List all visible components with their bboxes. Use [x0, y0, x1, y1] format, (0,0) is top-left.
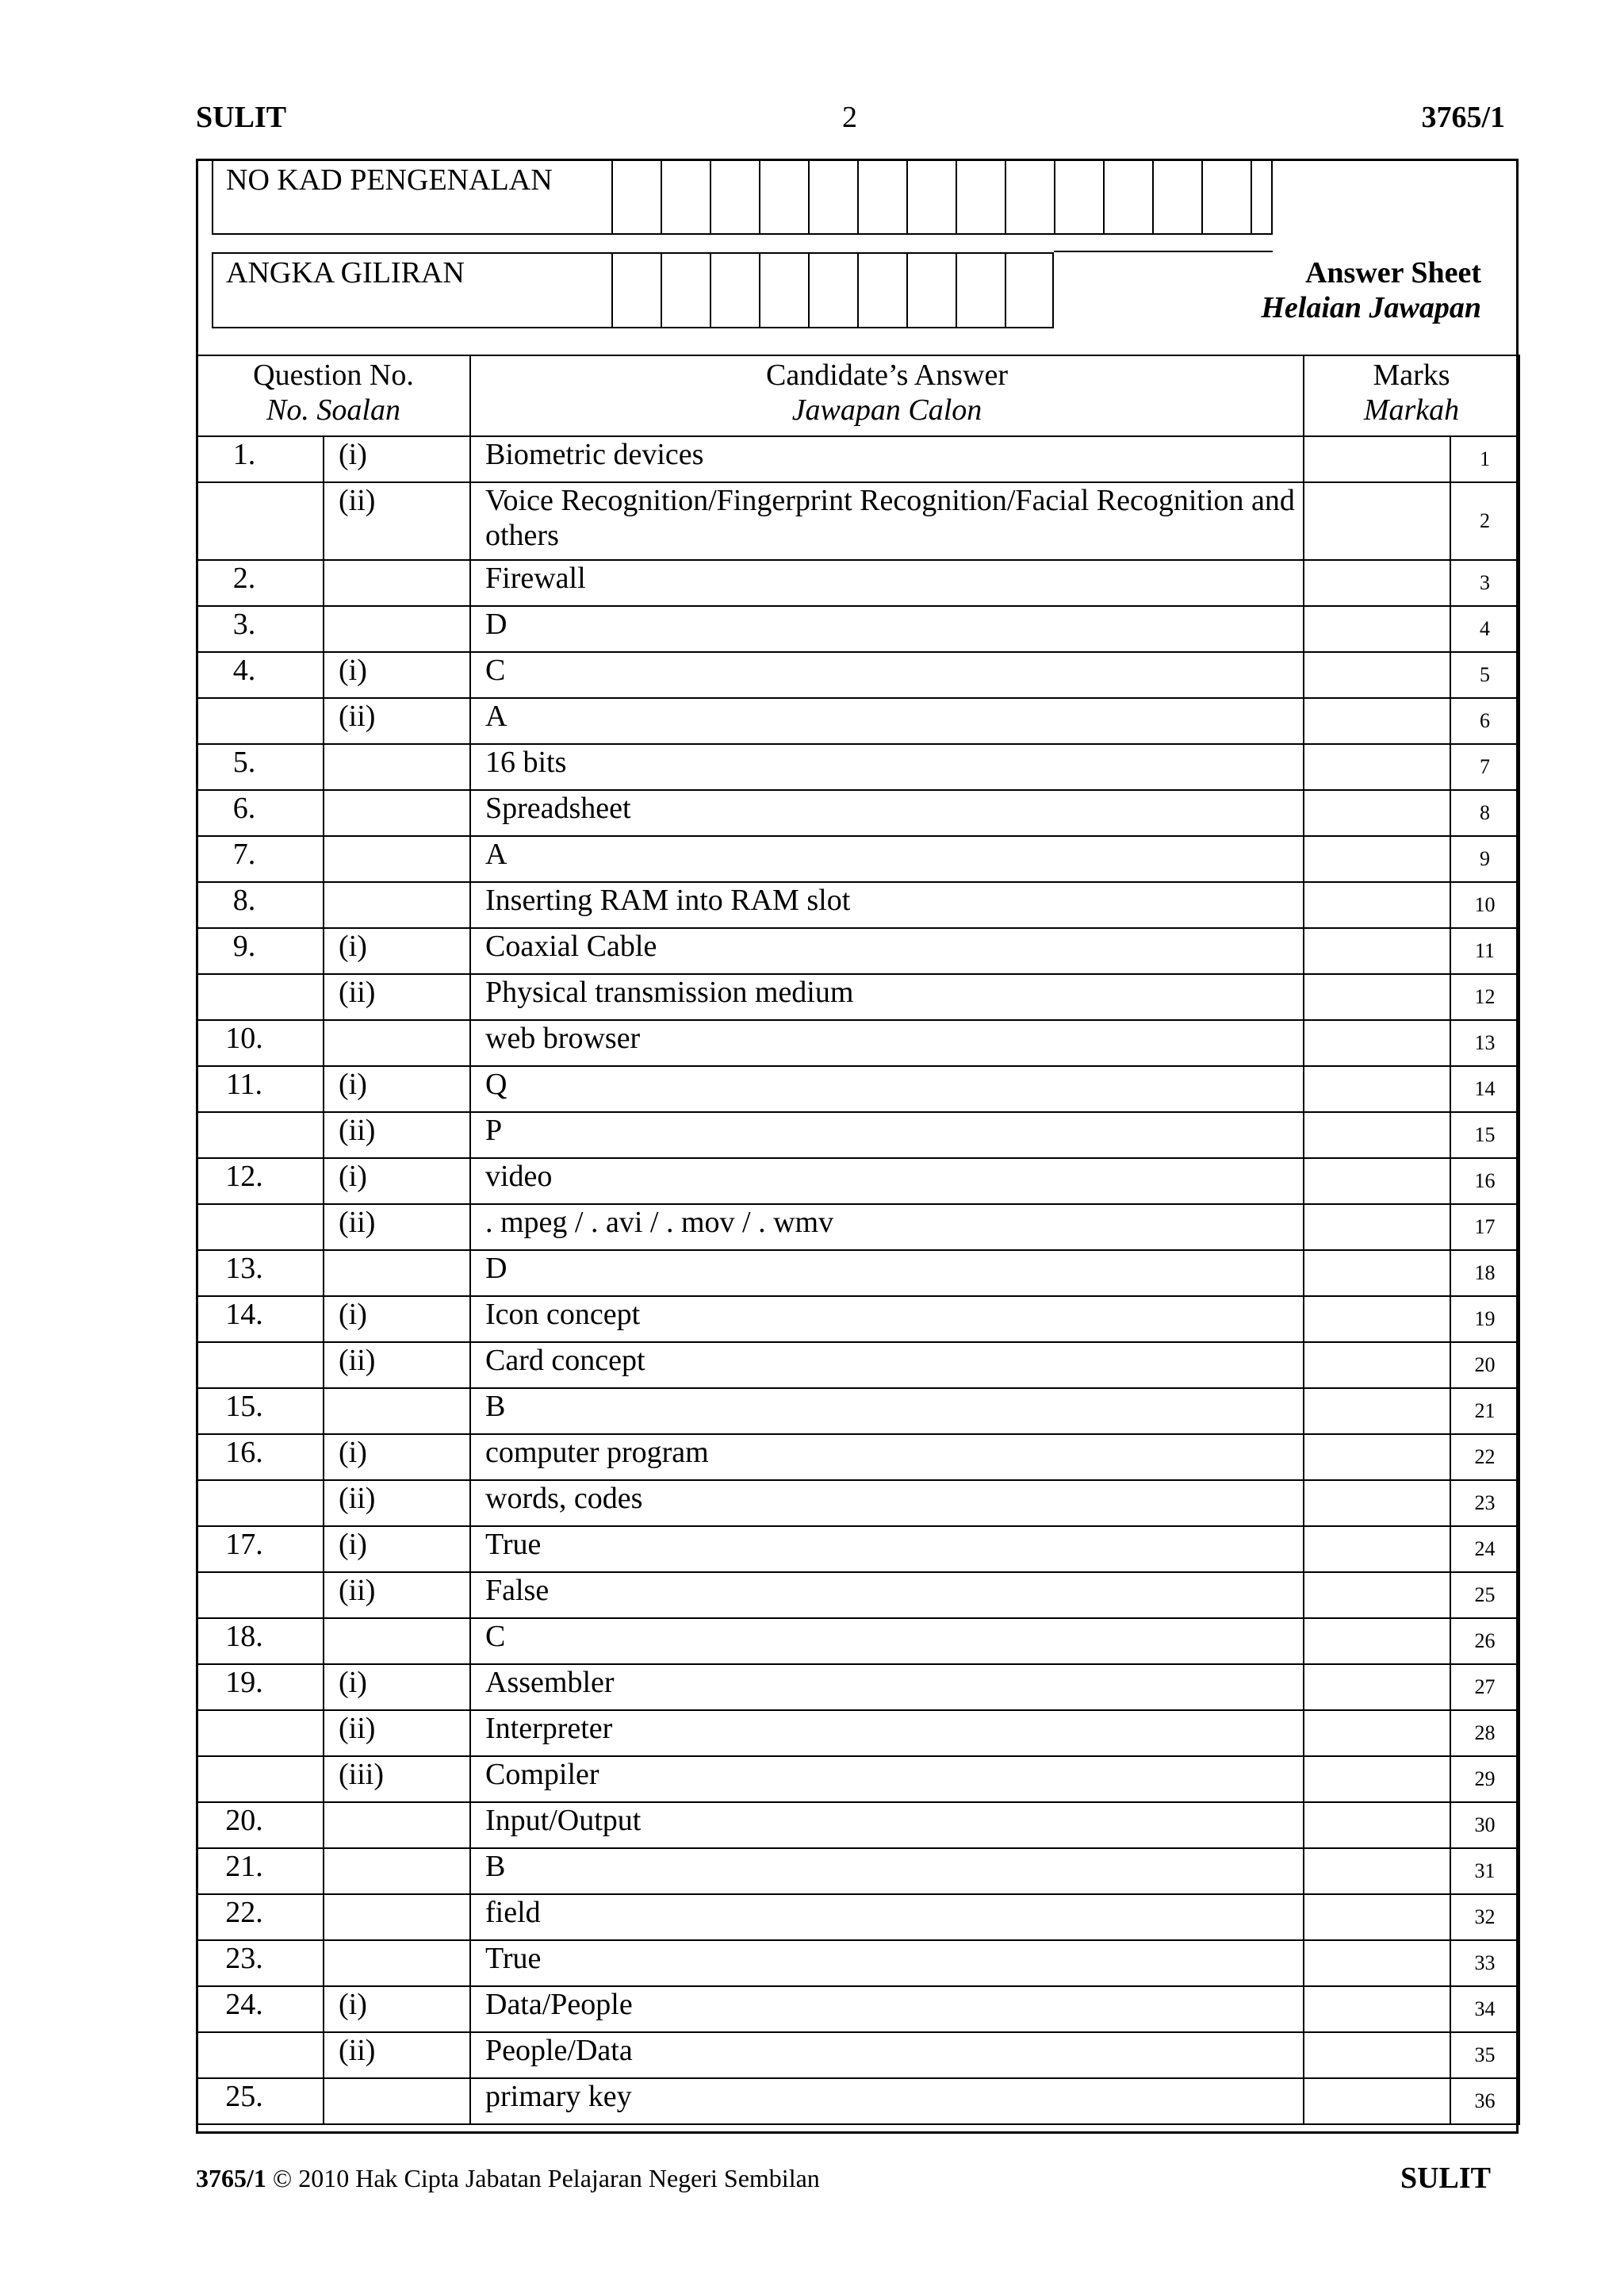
table-row	[197, 1480, 1519, 1526]
marks-box[interactable]	[1304, 744, 1450, 790]
marks-box[interactable]	[1304, 836, 1450, 882]
page-number: 2	[842, 101, 857, 134]
question-part: (ii)	[324, 1204, 470, 1250]
title-en: Answer Sheet	[1304, 256, 1481, 290]
mark-index: 7	[1450, 744, 1519, 790]
digit-cell[interactable]	[956, 159, 1005, 235]
candidate-answer: C	[470, 652, 1304, 698]
digit-cell[interactable]	[710, 252, 759, 328]
marks-box[interactable]	[1304, 1480, 1450, 1526]
question-number	[197, 1480, 324, 1526]
candidate-answer: Biometric devices	[470, 436, 1304, 482]
answer-table	[196, 355, 1520, 2125]
mark-index: 11	[1450, 928, 1519, 974]
question-number	[197, 1756, 324, 1802]
mark-index: 32	[1450, 1894, 1519, 1940]
digit-cell[interactable]	[710, 159, 759, 235]
question-part	[324, 1940, 470, 1986]
mark-index: 14	[1450, 1066, 1519, 1112]
question-number: 22.	[197, 1894, 324, 1940]
question-part: (ii)	[324, 1480, 470, 1526]
table-row	[197, 1572, 1519, 1618]
question-number: 23.	[197, 1940, 324, 1986]
question-part: (ii)	[324, 1710, 470, 1756]
candidate-answer: Firewall	[470, 560, 1304, 606]
question-part: (i)	[324, 1664, 470, 1710]
marks-box[interactable]	[1304, 1112, 1450, 1158]
table-row	[197, 744, 1519, 790]
marks-box[interactable]	[1304, 1940, 1450, 1986]
digit-cell[interactable]	[611, 252, 661, 328]
question-part: (i)	[324, 1066, 470, 1112]
candidate-answer: Coaxial Cable	[470, 928, 1304, 974]
marks-box[interactable]	[1304, 1066, 1450, 1112]
marks-box[interactable]	[1304, 1388, 1450, 1434]
candidate-answer: Compiler	[470, 1756, 1304, 1802]
marks-box[interactable]	[1304, 1342, 1450, 1388]
marks-box[interactable]	[1304, 606, 1450, 652]
digit-cell[interactable]	[661, 252, 710, 328]
marks-box[interactable]	[1304, 1664, 1450, 1710]
marks-box[interactable]	[1304, 1848, 1450, 1894]
candidate-answer: Q	[470, 1066, 1304, 1112]
question-number	[197, 1204, 324, 1250]
table-row	[197, 1848, 1519, 1894]
marks-box[interactable]	[1304, 436, 1450, 482]
mark-index: 1	[1450, 436, 1519, 482]
candidate-answer: Data/People	[470, 1986, 1304, 2032]
question-part: (ii)	[324, 1112, 470, 1158]
table-row	[197, 1940, 1519, 1986]
question-part: (ii)	[324, 1572, 470, 1618]
digit-cell[interactable]	[759, 252, 808, 328]
candidate-answer: True	[470, 1940, 1304, 1986]
marks-box[interactable]	[1304, 1526, 1450, 1572]
table-row	[197, 1342, 1519, 1388]
candidate-answer: Voice Recognition/Fingerprint Recognition/Facial Recognition and others	[470, 482, 1304, 560]
table-row	[197, 790, 1519, 836]
footer-copyright: 3765/1 © 2010 Hak Cipta Jabatan Pelajaran Negeri Sembilan	[196, 2164, 820, 2192]
candidate-answer: Physical transmission medium	[470, 974, 1304, 1020]
digit-cell[interactable]	[1005, 159, 1054, 235]
question-number: 12.	[197, 1158, 324, 1204]
marks-box[interactable]	[1304, 482, 1450, 560]
digit-cell[interactable]	[857, 159, 906, 235]
question-number: 19.	[197, 1664, 324, 1710]
candidate-answer: B	[470, 1848, 1304, 1894]
mark-index: 18	[1450, 1250, 1519, 1296]
candidate-answer: words, codes	[470, 1480, 1304, 1526]
mark-index: 9	[1450, 836, 1519, 882]
question-part: (i)	[324, 652, 470, 698]
candidate-answer: Input/Output	[470, 1802, 1304, 1848]
marks-box[interactable]	[1304, 1158, 1450, 1204]
candidate-answer: Inserting RAM into RAM slot	[470, 882, 1304, 928]
question-part	[324, 836, 470, 882]
ic-number-cells[interactable]	[611, 159, 1300, 235]
candidate-answer: field	[470, 1894, 1304, 1940]
digit-cell[interactable]	[1201, 159, 1251, 235]
index-number-label: ANGKA GILIRAN	[226, 256, 465, 290]
question-part: (ii)	[324, 482, 470, 560]
mark-index: 5	[1450, 652, 1519, 698]
candidate-answer: computer program	[470, 1434, 1304, 1480]
table-row	[197, 482, 1519, 560]
table-row	[197, 1756, 1519, 1802]
candidate-answer: Icon concept	[470, 1296, 1304, 1342]
question-part: (i)	[324, 1986, 470, 2032]
candidate-answer: web browser	[470, 1020, 1304, 1066]
marks-box[interactable]	[1304, 1618, 1450, 1664]
mark-index: 20	[1450, 1342, 1519, 1388]
candidate-answer: P	[470, 1112, 1304, 1158]
table-row	[197, 560, 1519, 606]
table-row	[197, 1618, 1519, 1664]
table-row	[197, 1112, 1519, 1158]
table-row	[197, 2032, 1519, 2078]
candidate-answer: Assembler	[470, 1664, 1304, 1710]
table-row	[197, 882, 1519, 928]
mark-index: 4	[1450, 606, 1519, 652]
digit-cell[interactable]	[1103, 159, 1152, 235]
digit-cell[interactable]	[906, 159, 956, 235]
marks-box[interactable]	[1304, 1250, 1450, 1296]
marks-box[interactable]	[1304, 974, 1450, 1020]
question-number	[197, 1572, 324, 1618]
mark-index: 3	[1450, 560, 1519, 606]
question-part	[324, 1848, 470, 1894]
question-number: 3.	[197, 606, 324, 652]
marks-box[interactable]	[1304, 1802, 1450, 1848]
mark-index: 28	[1450, 1710, 1519, 1756]
mark-index: 13	[1450, 1020, 1519, 1066]
question-part	[324, 1618, 470, 1664]
mark-index: 16	[1450, 1158, 1519, 1204]
digit-cell[interactable]	[1152, 159, 1201, 235]
question-part	[324, 560, 470, 606]
table-row	[197, 2078, 1519, 2124]
candidate-answer: D	[470, 606, 1304, 652]
question-part: (iii)	[324, 1756, 470, 1802]
mark-index: 6	[1450, 698, 1519, 744]
question-number: 18.	[197, 1618, 324, 1664]
mark-index: 10	[1450, 882, 1519, 928]
paper-code: 3765/1	[1421, 101, 1505, 134]
table-row	[197, 1434, 1519, 1480]
question-number: 10.	[197, 1020, 324, 1066]
question-part: (ii)	[324, 2032, 470, 2078]
candidate-answer: primary key	[470, 2078, 1304, 2124]
question-part	[324, 1388, 470, 1434]
question-number: 9.	[197, 928, 324, 974]
question-number: 4.	[197, 652, 324, 698]
mark-index: 35	[1450, 2032, 1519, 2078]
candidate-answer: Spreadsheet	[470, 790, 1304, 836]
digit-cell[interactable]	[808, 159, 857, 235]
candidate-answer: A	[470, 836, 1304, 882]
mark-index: 2	[1450, 482, 1519, 560]
candidate-answer: Card concept	[470, 1342, 1304, 1388]
table-row	[197, 436, 1519, 482]
header-sulit: SULIT	[196, 101, 287, 134]
question-part	[324, 1250, 470, 1296]
question-number: 8.	[197, 882, 324, 928]
marks-box[interactable]	[1304, 1020, 1450, 1066]
question-number: 1.	[197, 436, 324, 482]
question-part: (i)	[324, 1434, 470, 1480]
question-part: (i)	[324, 928, 470, 974]
question-number	[197, 1710, 324, 1756]
question-number: 25.	[197, 2078, 324, 2124]
marks-box[interactable]	[1304, 882, 1450, 928]
table-row	[197, 1802, 1519, 1848]
digit-cell[interactable]	[1005, 252, 1054, 328]
candidate-answer: . mpeg / . avi / . mov / . wmv	[470, 1204, 1304, 1250]
marks-box[interactable]	[1304, 560, 1450, 606]
candidate-answer: B	[470, 1388, 1304, 1434]
digit-cell[interactable]	[956, 252, 1005, 328]
table-row	[197, 1710, 1519, 1756]
mark-index: 22	[1450, 1434, 1519, 1480]
table-row	[197, 836, 1519, 882]
table-row	[197, 928, 1519, 974]
table-row	[197, 652, 1519, 698]
question-part: (ii)	[324, 698, 470, 744]
digit-cell[interactable]	[857, 252, 906, 328]
question-part	[324, 790, 470, 836]
question-number	[197, 482, 324, 560]
mark-index: 31	[1450, 1848, 1519, 1894]
candidate-answer: 16 bits	[470, 744, 1304, 790]
mark-index: 25	[1450, 1572, 1519, 1618]
question-number: 15.	[197, 1388, 324, 1434]
mark-index: 15	[1450, 1112, 1519, 1158]
question-number	[197, 1112, 324, 1158]
index-number-cells[interactable]	[611, 252, 1054, 328]
mark-index: 36	[1450, 2078, 1519, 2124]
ic-number-label: NO KAD PENGENALAN	[226, 163, 553, 197]
question-part: (i)	[324, 1296, 470, 1342]
table-row	[197, 1250, 1519, 1296]
candidate-answer: True	[470, 1526, 1304, 1572]
marks-box[interactable]	[1304, 1204, 1450, 1250]
question-number: 6.	[197, 790, 324, 836]
question-part: (ii)	[324, 1342, 470, 1388]
marks-box[interactable]	[1304, 652, 1450, 698]
candidate-answer: Interpreter	[470, 1710, 1304, 1756]
mark-index: 19	[1450, 1296, 1519, 1342]
table-row	[197, 1986, 1519, 2032]
question-part	[324, 1894, 470, 1940]
candidate-answer-header: Candidate’s Answer Jawapan Calon	[470, 355, 1304, 436]
mark-index: 21	[1450, 1388, 1519, 1434]
candidate-answer: A	[470, 698, 1304, 744]
question-number: 14.	[197, 1296, 324, 1342]
digit-cell[interactable]	[1251, 159, 1300, 235]
question-number: 2.	[197, 560, 324, 606]
candidate-answer: D	[470, 1250, 1304, 1296]
question-part	[324, 606, 470, 652]
table-row	[197, 1158, 1519, 1204]
marks-box[interactable]	[1304, 1894, 1450, 1940]
mark-index: 23	[1450, 1480, 1519, 1526]
candidate-answer: False	[470, 1572, 1304, 1618]
marks-header: Marks Markah	[1304, 355, 1519, 436]
title-ms: Helaian Jawapan	[1261, 291, 1481, 324]
question-no-header: Question No. No. Soalan	[197, 355, 470, 436]
marks-box[interactable]	[1304, 1756, 1450, 1802]
mark-index: 17	[1450, 1204, 1519, 1250]
digit-cell[interactable]	[808, 252, 857, 328]
marks-box[interactable]	[1304, 1434, 1450, 1480]
candidate-answer: video	[470, 1158, 1304, 1204]
question-number: 17.	[197, 1526, 324, 1572]
question-part	[324, 1802, 470, 1848]
table-row	[197, 1388, 1519, 1434]
footer-sulit: SULIT	[1400, 2161, 1491, 2195]
question-part: (ii)	[324, 974, 470, 1020]
mark-index: 29	[1450, 1756, 1519, 1802]
question-number: 16.	[197, 1434, 324, 1480]
table-row	[197, 1020, 1519, 1066]
digit-cell[interactable]	[759, 159, 808, 235]
question-part	[324, 744, 470, 790]
mark-index: 27	[1450, 1664, 1519, 1710]
candidate-answer: People/Data	[470, 2032, 1304, 2078]
question-part	[324, 1020, 470, 1066]
question-part	[324, 882, 470, 928]
mark-index: 26	[1450, 1618, 1519, 1664]
question-number	[197, 698, 324, 744]
marks-box[interactable]	[1304, 1710, 1450, 1756]
question-number: 24.	[197, 1986, 324, 2032]
marks-box[interactable]	[1304, 698, 1450, 744]
table-row	[197, 698, 1519, 744]
question-number: 13.	[197, 1250, 324, 1296]
table-row	[197, 1664, 1519, 1710]
question-number	[197, 2032, 324, 2078]
mark-index: 33	[1450, 1940, 1519, 1986]
question-part: (i)	[324, 1158, 470, 1204]
marks-box[interactable]	[1304, 790, 1450, 836]
table-row	[197, 1526, 1519, 1572]
question-number: 5.	[197, 744, 324, 790]
marks-box[interactable]	[1304, 1296, 1450, 1342]
marks-box[interactable]	[1304, 1572, 1450, 1618]
digit-cell[interactable]	[661, 159, 710, 235]
table-row	[197, 1204, 1519, 1250]
digit-cell[interactable]	[906, 252, 956, 328]
mark-index: 12	[1450, 974, 1519, 1020]
marks-box[interactable]	[1304, 1986, 1450, 2032]
question-number	[197, 974, 324, 1020]
table-row	[197, 1066, 1519, 1112]
question-number: 7.	[197, 836, 324, 882]
mark-index: 24	[1450, 1526, 1519, 1572]
table-row	[197, 1894, 1519, 1940]
divider	[1054, 251, 1273, 252]
question-part: (i)	[324, 436, 470, 482]
sheet-title	[1261, 255, 1481, 325]
mark-index: 8	[1450, 790, 1519, 836]
question-number: 20.	[197, 1802, 324, 1848]
mark-index: 34	[1450, 1986, 1519, 2032]
digit-cell[interactable]	[611, 159, 661, 235]
marks-box[interactable]	[1304, 2078, 1450, 2124]
candidate-answer: C	[470, 1618, 1304, 1664]
question-number	[197, 1342, 324, 1388]
mark-index: 30	[1450, 1802, 1519, 1848]
question-part	[324, 2078, 470, 2124]
digit-cell[interactable]	[1054, 159, 1103, 235]
table-row	[197, 606, 1519, 652]
marks-box[interactable]	[1304, 2032, 1450, 2078]
table-row	[197, 1296, 1519, 1342]
question-number: 11.	[197, 1066, 324, 1112]
marks-box[interactable]	[1304, 928, 1450, 974]
question-number: 21.	[197, 1848, 324, 1894]
question-part: (i)	[324, 1526, 470, 1572]
table-row	[197, 974, 1519, 1020]
